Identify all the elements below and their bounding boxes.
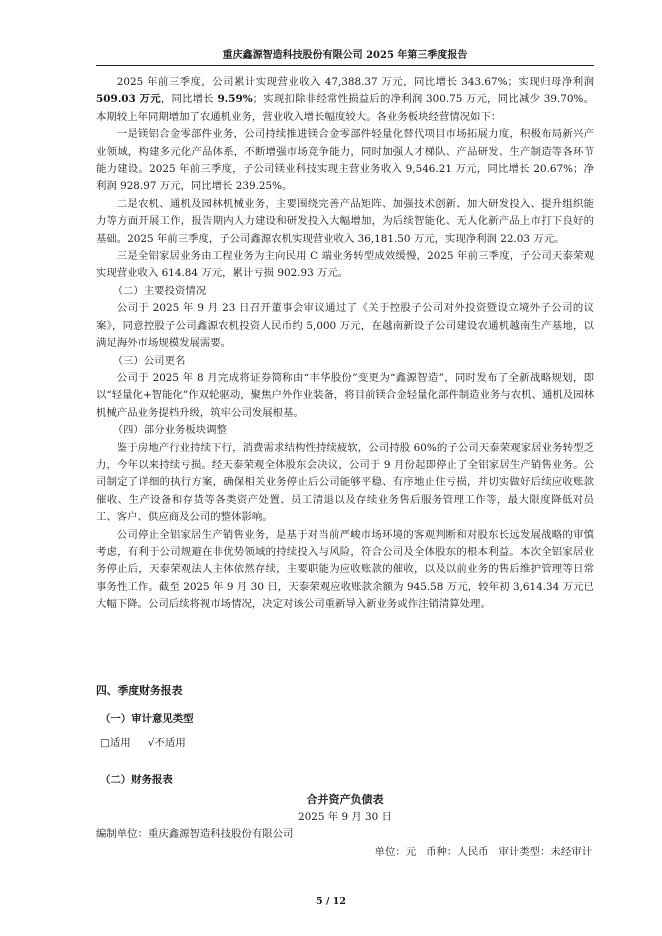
option-not-applicable: √不适用 [147, 737, 186, 749]
unit-label: 单位：元 [374, 846, 417, 858]
heading-rename: （三）公司更名 [112, 354, 186, 367]
page-number: 5 / 12 [316, 896, 346, 907]
paragraph-adjustment-2: 公司停止全铝家居生产销售业务，是基于对当前严峻市场环境的客观判断和对股东长远发展战略的审慎考虑，有利于公司规避在非优势领域的持续投入与风险，符合公司及全体股东的根本利益。本次全铝家居业务停止后，天泰荣观法人主体依然存续，主要职能为应收账款的催收，以及以前业务的售后维护管理等日常事务性工作。截至 2025 年 9 月 30 日，天泰荣观应收账款余额为 945.58 万元，较年初 3,614.34 万元已大幅下降。公司后续将视市场情况，决定对该公司重新导入新业务或作注销清算处理。 [96, 528, 594, 611]
audit-options [100, 734, 186, 749]
text-run: ，同比增长 [160, 93, 218, 106]
paragraph-magnesium: 一是镁铝合金零部件业务，公司持续推进镁合金零部件轻量化替代项目市场拓展力度，积极布局新兴产业领域，构建多元化产品体系，不断增强市场竞争能力，同时加强人才梯队、产品研发、生产制造等各环节能力建设。2025 年前三季度，子公司镁业科技实现主营业务收入 9,546.21 万元，同比增长 20.67%；净利润 928.97 万元，同比增长 239.25%。 [96, 128, 594, 193]
statement-date: 2025 年 9 月 30 日 [298, 811, 392, 823]
section-heading-financials: 四、季度财务报表 [96, 684, 183, 697]
text-run: ；实现扣除非经常性损益后的净利润 300.75 万元，同比减少 39.70%。本期较上年同期增加了农通机业务，营业收入增长幅度较大。各业务板块经营情况如下： [96, 93, 594, 123]
body-text [96, 74, 594, 614]
financial-statements-heading: （二）财务报表 [100, 774, 173, 786]
paragraph-agri-machinery: 二是农机、通机及园林机械业务，主要围绕完善产品矩阵、加强技术创新、加大研发投入、提升组织能力等方面开展工作，报告期内人力建设和研发投入大幅增加，为后续智能化、无人化新产品上市打下良好的基础。2025 年前三季度，子公司鑫源农机实现营业收入 36,181.50 万元，实现净利润 22.03 万元。 [96, 197, 594, 245]
text-run: 2025 年前三季度，公司累计实现营业收入 47,388.37 万元，同比增长 343.67%；实现归母净利润 [116, 76, 594, 88]
currency-label: 币种：人民币 [426, 846, 489, 858]
audit-type-label: 审计类型：未经审计 [498, 846, 592, 858]
compiling-unit: 编制单位：重庆鑫源智造科技股份有限公司 [96, 828, 294, 840]
net-profit-value: 509.03 万元 [96, 93, 161, 106]
paragraph-aluminum-home: 三是全铝家居业务由工程业务为主向民用 C 端业务转型成效缓慢，2025 年前三季度，子公司天泰荣观实现营业收入 614.84 万元，累计亏损 902.93 万元。 [96, 250, 594, 280]
heading-investment: （二）主要投资情况 [112, 284, 207, 297]
option-applicable: □适用 [100, 737, 131, 749]
paragraph-rename: 公司于 2025 年 8 月完成将证券简称由“丰华股份”变更为“鑫源智造”，同时发布了全新战略规划，即以“轻量化+智能化”作双轮驱动，聚焦户外作业装备，将目前镁合金轻量化部件制造业务与农机、通机及园林机械产品业务提档升级，筑牢公司发展根基。 [96, 371, 594, 419]
statement-units [365, 843, 592, 858]
audit-opinion-heading: （一）审计意见类型 [100, 713, 194, 725]
paragraph-adjustment-1: 鉴于房地产行业持续下行，消费需求结构性持续疲软，公司持股 60%的子公司天泰荣观家居业务转型乏力，今年以来持续亏损。经天泰荣观全体股东会决议，公司于 9 月份起即停止了全铝家居生产销售业务。公司制定了详细的执行方案，确保相关业务停止后公司能够平稳、有序地止住亏损，并切实做好后续应收账款催收、生产设备和存货等各类资产处置、员工清退以及存续业务售后服务管理工作等，最大限度降低对员工、客户、供应商及公司的整体影响。 [96, 441, 594, 524]
paragraph-overview [96, 74, 594, 126]
page-header: 重庆鑫源智造科技股份有限公司 2025 年第三季度报告 [96, 46, 594, 66]
paragraph-investment: 公司于 2025 年 9 月 23 日召开董事会审议通过了《关于控股子公司对外投资暨设立境外子公司的议案》，同意控股子公司鑫源农机投资人民币约 5,000 万元，在越南新设子公司建设农通机越南生产基地，以满足海外市场规模发展需要。 [96, 302, 594, 350]
growth-rate-value: 9.59% [217, 93, 253, 106]
heading-adjustment: （四）部分业务板块调整 [112, 424, 227, 437]
statement-title: 合并资产负债表 [306, 793, 384, 806]
